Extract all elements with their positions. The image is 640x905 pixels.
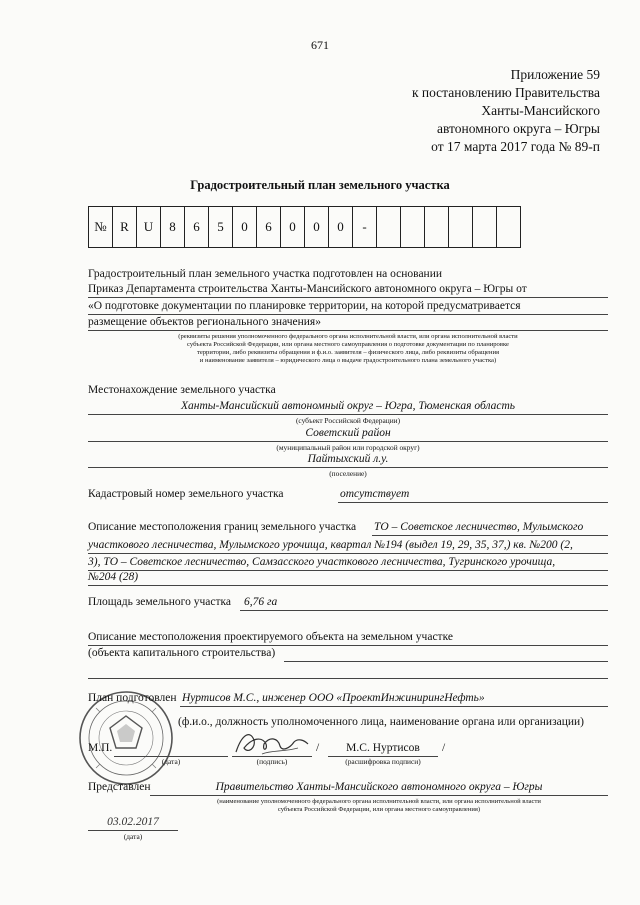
appendix-line: Приложение 59 <box>510 67 600 82</box>
number-cell <box>473 207 497 248</box>
boundaries-label: Описание местоположения границ земельного участка <box>88 521 357 533</box>
location-district: Советский район <box>305 427 391 439</box>
basis-line: Приказ Департамента строительства Ханты-Мансийского автономного округа – Югры от <box>88 283 527 295</box>
boundaries-value: №204 (28) <box>88 571 139 583</box>
prepared-value: Нуртисов М.С., инженер ООО «ПроектИнжинирингНефть» <box>182 692 485 704</box>
cadastral-value: отсутствует <box>340 488 410 500</box>
location-label: Местонахождение земельного участка <box>88 384 276 396</box>
number-cell: 6 <box>257 207 281 248</box>
appendix-block <box>412 66 600 156</box>
object-line: (объекта капитального строительства) <box>88 647 276 659</box>
presented-note: (наименование уполномоченного федерального органа исполнительной власти, или органа исполнительной власти <box>217 798 541 805</box>
number-cell: - <box>353 207 377 248</box>
document-title: Градостроительный план земельного участка <box>190 178 450 192</box>
seal-place-label: М.П. <box>88 742 113 754</box>
boundaries-value: 3), ТО – Советское лесничество, Самзасского участкового лесничества, Тугринского урочища, <box>88 556 556 568</box>
number-cell <box>401 207 425 248</box>
district-note: (муниципальный район или городской округ) <box>276 443 420 452</box>
basis-line: размещение объектов регионального значения» <box>88 316 321 328</box>
signatory-name: М.С. Нуртисов <box>346 742 420 754</box>
number-cell: 6 <box>185 207 209 248</box>
location-settlement: Пайтыхский л.у. <box>307 453 389 465</box>
number-cell: 5 <box>209 207 233 248</box>
number-cell <box>425 207 449 248</box>
number-cell: 0 <box>281 207 305 248</box>
prepared-label: План подготовлен <box>88 692 177 704</box>
region-note: (субъект Российской Федерации) <box>295 416 401 425</box>
number-cell: R <box>113 207 137 248</box>
page-number: 671 <box>311 38 329 52</box>
number-cell: 0 <box>233 207 257 248</box>
number-cell: 8 <box>161 207 185 248</box>
settlement-note: (поселение) <box>329 469 367 478</box>
appendix-line: автономного округа – Югры <box>437 121 600 136</box>
slash: / <box>442 742 446 754</box>
boundaries-value: участкового лесничества, Мулымского урочища, квартал №194 (выдел 19, 29, 35, 37,) кв. №200 (2, <box>88 539 573 551</box>
object-line: Описание местоположения проектируемого объекта на земельном участке <box>88 631 453 643</box>
appendix-line: Ханты-Мансийского <box>481 103 600 118</box>
presented-value: Правительство Ханты-Мансийского автономного округа – Югры <box>215 781 543 793</box>
number-cell <box>497 207 521 248</box>
number-cell <box>449 207 473 248</box>
basis-note: (реквизиты решения уполномоченного федерального органа исполнительной власти, или органа исполнительной власти <box>178 333 518 340</box>
presented-label: Представлен <box>88 781 151 793</box>
presented-note: субъекта Российской Федерации, или органа местного самоуправления) <box>277 806 481 813</box>
number-cell: 0 <box>305 207 329 248</box>
presented-date-note: (дата) <box>123 832 143 841</box>
number-cell: № <box>89 207 113 248</box>
appendix-line: к постановлению Правительства <box>411 85 600 100</box>
plan-number-grid <box>88 206 521 248</box>
boundaries-value: ТО – Советское лесничество, Мулымского <box>374 521 584 533</box>
presented-date: 03.02.2017 <box>107 816 159 828</box>
number-cell: U <box>137 207 161 248</box>
location-region: Ханты-Мансийский автономный округ – Югра, Тюменская область <box>180 400 516 412</box>
number-cell <box>377 207 401 248</box>
name-note: (расшифровка подписи) <box>345 757 421 766</box>
basis-note: территории, либо реквизиты обращения и ф.и.о. заявителя – физического лица, либо реквизиты обращения <box>196 349 500 356</box>
area-value: 6,76 га <box>244 596 278 608</box>
handwritten-signature <box>232 726 312 760</box>
basis-note: и наименование заявителя – юридического лица о выдаче градостроительного плана земельного участка) <box>199 357 497 364</box>
slash: / <box>316 742 320 754</box>
basis-line: Градостроительный план земельного участка подготовлен на основании <box>88 268 443 280</box>
basis-line: «О подготовке документации по планировке территории, на которой предусматривается <box>88 300 521 312</box>
date-note: (дата) <box>161 757 181 766</box>
signature-note: (подпись) <box>256 757 288 766</box>
basis-note: субъекта Российской Федерации, или органа местного самоуправления о подготовке документации по планировке <box>187 341 509 348</box>
area-label: Площадь земельного участка <box>88 596 231 608</box>
number-cell: 0 <box>329 207 353 248</box>
cadastral-label: Кадастровый номер земельного участка <box>88 488 284 500</box>
appendix-line: от 17 марта 2017 года № 89-п <box>431 139 600 154</box>
prepared-note: (ф.и.о., должность уполномоченного лица, наименование органа или организации) <box>178 716 585 728</box>
